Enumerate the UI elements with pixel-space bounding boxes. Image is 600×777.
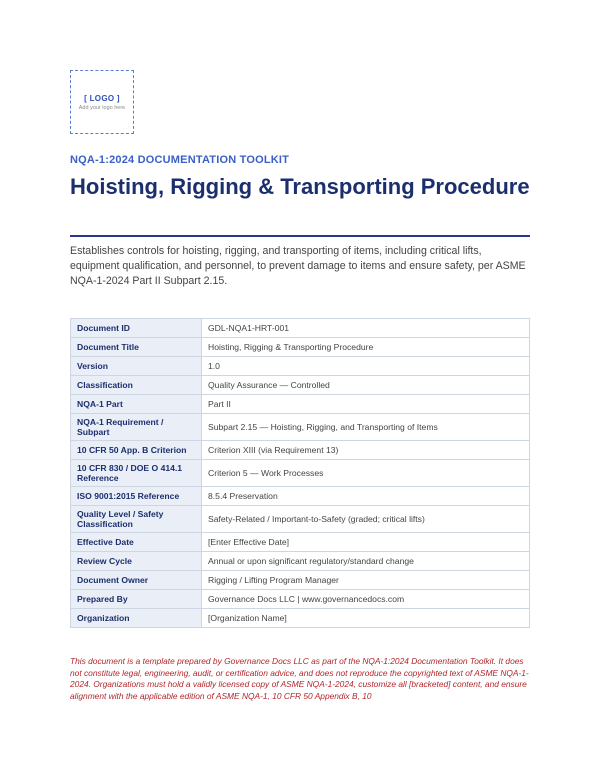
metadata-row	[71, 338, 530, 357]
metadata-key: Prepared By	[71, 590, 202, 609]
logo-label: [ LOGO ]	[84, 93, 120, 103]
metadata-row	[71, 571, 530, 590]
metadata-row	[71, 376, 530, 395]
metadata-key: Document ID	[71, 319, 202, 338]
metadata-key: 10 CFR 830 / DOE O 414.1 Reference	[71, 460, 202, 487]
metadata-value: 8.5.4 Preservation	[202, 487, 530, 506]
metadata-key: Quality Level / Safety Classification	[71, 506, 202, 533]
metadata-key: Review Cycle	[71, 552, 202, 571]
metadata-value: Criterion XIII (via Requirement 13)	[202, 441, 530, 460]
metadata-value: Criterion 5 — Work Processes	[202, 460, 530, 487]
metadata-key: NQA-1 Part	[71, 395, 202, 414]
toolkit-kicker: NQA-1:2024 DOCUMENTATION TOOLKIT	[70, 154, 290, 166]
metadata-key: Organization	[71, 609, 202, 628]
metadata-value: [Enter Effective Date]	[202, 533, 530, 552]
metadata-value: Governance Docs LLC | www.governancedocs.com	[202, 590, 530, 609]
metadata-key: Document Title	[71, 338, 202, 357]
metadata-row	[71, 319, 530, 338]
metadata-row	[71, 395, 530, 414]
metadata-value: Safety-Related / Important-to-Safety (graded; critical lifts)	[202, 506, 530, 533]
metadata-row	[71, 506, 530, 533]
metadata-key: NQA-1 Requirement / Subpart	[71, 414, 202, 441]
metadata-value: GDL-NQA1-HRT-001	[202, 319, 530, 338]
intro-paragraph: Establishes controls for hoisting, rigging, and transporting of items, including critical lifts, equipment qualification, and personnel, to prevent damage to items and ensure safety, per ASME NQA-1-2024 Part II Subpart 2.15.	[70, 245, 526, 287]
metadata-row	[71, 357, 530, 376]
metadata-value: Subpart 2.15 — Hoisting, Rigging, and Transporting of Items	[202, 414, 530, 441]
metadata-value: Rigging / Lifting Program Manager	[202, 571, 530, 590]
metadata-value: Part II	[202, 395, 530, 414]
document-metadata-table	[70, 318, 530, 628]
template-disclaimer: This document is a template prepared by Governance Docs LLC as part of the NQA-1:2024 Documentation Toolkit. It does not constitute legal, engineering, audit, or certification advice, and does not reproduce the copyrighted text of ASME NQA-1-2024. Organizations must hold a validly licensed copy of ASME NQA-1-2024, customize all [bracketed] content, and ensure alignment with the applicable edition of ASME NQA-1, 10 CFR 50 Appendix B, 10	[70, 656, 529, 701]
metadata-row	[71, 533, 530, 552]
metadata-row	[71, 487, 530, 506]
metadata-row	[71, 441, 530, 460]
metadata-value: 1.0	[202, 357, 530, 376]
metadata-row	[71, 590, 530, 609]
metadata-value: Quality Assurance — Controlled	[202, 376, 530, 395]
metadata-key: Document Owner	[71, 571, 202, 590]
metadata-value: [Organization Name]	[202, 609, 530, 628]
logo-hint: Add your logo here	[78, 104, 126, 111]
title-divider	[70, 235, 530, 237]
logo-placeholder[interactable]	[70, 70, 134, 134]
page-title: Hoisting, Rigging & Transporting Procedure	[70, 174, 530, 199]
metadata-key: Version	[71, 357, 202, 376]
metadata-key: ISO 9001:2015 Reference	[71, 487, 202, 506]
metadata-row	[71, 609, 530, 628]
metadata-key: 10 CFR 50 App. B Criterion	[71, 441, 202, 460]
metadata-row	[71, 552, 530, 571]
metadata-value: Annual or upon significant regulatory/standard change	[202, 552, 530, 571]
metadata-row	[71, 414, 530, 441]
metadata-value: Hoisting, Rigging & Transporting Procedure	[202, 338, 530, 357]
metadata-row	[71, 460, 530, 487]
metadata-key: Effective Date	[71, 533, 202, 552]
metadata-key: Classification	[71, 376, 202, 395]
